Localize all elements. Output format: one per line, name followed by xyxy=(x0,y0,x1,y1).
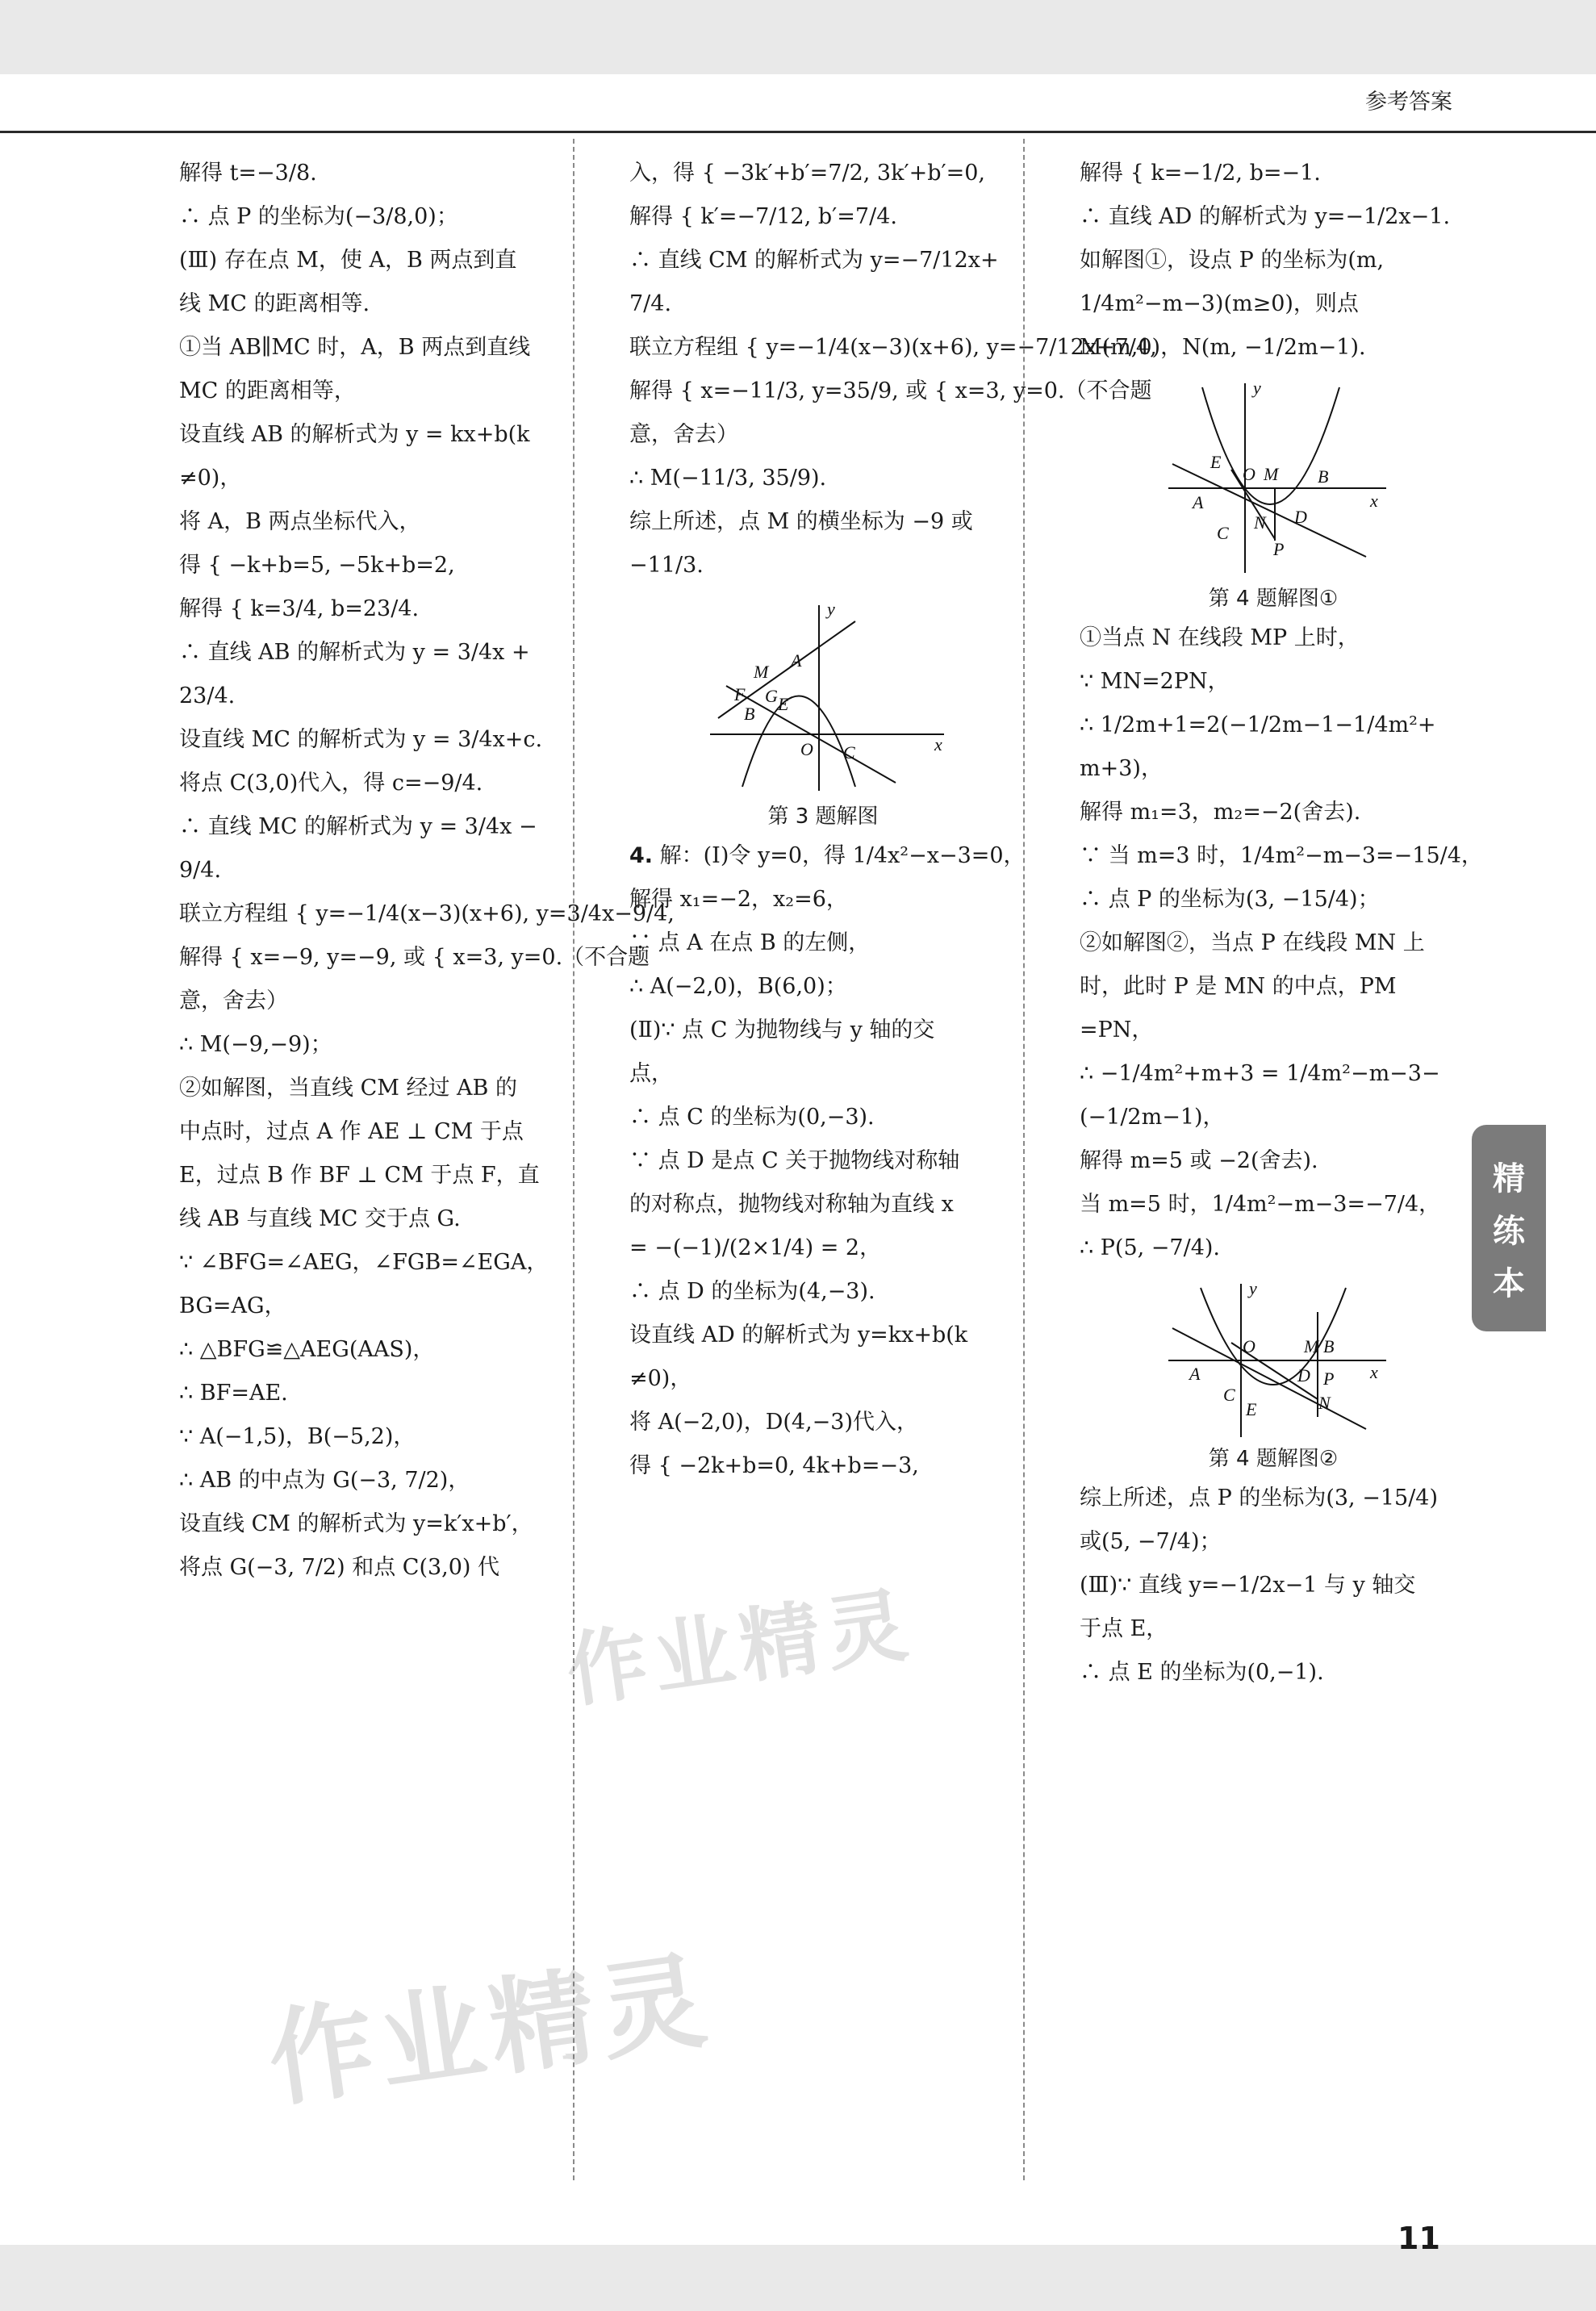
text-line: (−1/2m−1)， xyxy=(1080,1105,1225,1130)
side-tab-jinglianben xyxy=(1472,1125,1546,1331)
text-line: 解得 m=5 或 −2(舍去). xyxy=(1080,1148,1318,1173)
label-m: M xyxy=(1264,464,1279,484)
figure-4a-caption: 第 4 题解图① xyxy=(1208,587,1339,611)
figure-3-caption: 第 3 题解图 xyxy=(767,804,879,829)
text-line: ≠0)， xyxy=(629,1366,692,1391)
label-m: M xyxy=(1304,1336,1319,1356)
text-line: 解得 { k=−1/2, b=−1. xyxy=(1080,161,1321,186)
text-line: 意，舍去） xyxy=(629,422,738,447)
text-line: M(m,0)，N(m, −1/2m−1). xyxy=(1080,335,1366,360)
text-line: ∴ BF=AE. xyxy=(179,1381,288,1406)
middle-text-top xyxy=(629,152,1157,587)
text-line: ②如解图，当直线 CM 经过 AB 的 xyxy=(179,1076,517,1101)
label-b: B xyxy=(1318,466,1329,487)
text-line: ∴ M(−11/3, 35/9). xyxy=(629,466,827,491)
text-line: 综上所述，点 M 的横坐标为 −9 或 xyxy=(629,509,973,534)
label-y: y xyxy=(827,599,835,619)
figure-3 xyxy=(629,597,1017,834)
text-line: ∴ −1/4m²+m+3 = 1/4m²−m−3− xyxy=(1080,1061,1440,1086)
label-x: x xyxy=(934,734,942,754)
watermark-1: 作业精灵 xyxy=(561,1577,920,1720)
figure-4b xyxy=(1080,1280,1467,1477)
label-a: A xyxy=(1189,1364,1201,1384)
text-line: ①当 AB∥MC 时，A，B 两点到直线 xyxy=(179,335,531,360)
figure-3-diagram xyxy=(694,597,952,799)
label-e: E xyxy=(1210,452,1222,472)
text-line: ∴ AB 的中点为 G(−3, 7/2)， xyxy=(179,1468,470,1493)
text-line: (Ⅲ) 存在点 M，使 A，B 两点到直 xyxy=(179,248,517,273)
text-line: ∴ 1/2m+1=2(−1/2m−1−1/4m²+ xyxy=(1080,713,1436,738)
text-line: 时，此时 P 是 MN 的中点，PM xyxy=(1080,974,1397,999)
text-line: −11/3. xyxy=(629,553,704,578)
middle-text-bottom xyxy=(629,834,1026,1488)
label-d: D xyxy=(1297,1365,1310,1385)
label-b: B xyxy=(744,704,755,724)
label-o: O xyxy=(800,739,813,759)
right-text-middle xyxy=(1080,616,1483,1270)
text-line: 设直线 AD 的解析式为 y=kx+b(k xyxy=(629,1323,968,1348)
text-line: 解得 t=−3/8. xyxy=(179,161,317,186)
text-line: E，过点 B 作 BF ⊥ CM 于点 F，直 xyxy=(179,1163,540,1188)
text-line: 如解图①，设点 P 的坐标为(m, xyxy=(1080,248,1385,273)
text-line: ∵ A(−1,5)，B(−5,2)， xyxy=(179,1424,416,1449)
text-line-content: 解：(Ⅰ)令 y=0，得 1/4x²−x−3=0， xyxy=(659,843,1026,868)
text-line: 23/4. xyxy=(179,683,236,708)
label-p: P xyxy=(1323,1369,1335,1389)
text-line: 解得 m₁=3，m₂=−2(舍去). xyxy=(1080,800,1361,825)
label-n: N xyxy=(1318,1393,1331,1413)
text-line: 得 { −2k+b=0, 4k+b=−3, xyxy=(629,1453,919,1478)
watermark-2: 作业精灵 xyxy=(261,1938,720,2122)
text-line: 7/4. xyxy=(629,291,672,316)
text-line: ∵ 点 D 是点 C 关于抛物线对称轴 xyxy=(629,1148,960,1173)
text-line: ≠0)， xyxy=(179,466,242,491)
figure-4b-diagram xyxy=(1152,1280,1394,1441)
text-line: 于点 E， xyxy=(1080,1616,1168,1641)
text-line: =PN， xyxy=(1080,1018,1154,1043)
label-o: O xyxy=(1243,1336,1255,1356)
text-line: 意，舍去） xyxy=(179,988,288,1013)
label-c: C xyxy=(1223,1385,1235,1405)
answer-page xyxy=(0,74,1596,2256)
column-divider-1 xyxy=(573,139,574,2180)
figure-4b-caption: 第 4 题解图② xyxy=(1208,1447,1339,1471)
text-line: 联立方程组 { y=−1/4(x−3)(x+6), y=−7/12x+7/4, xyxy=(629,335,1157,360)
text-line: ∴ 直线 MC 的解析式为 y = 3/4x − xyxy=(179,814,537,839)
text-line: ∴ 点 C 的坐标为(0,−3). xyxy=(629,1105,875,1130)
label-f: F xyxy=(734,684,746,704)
right-text-bottom xyxy=(1080,1477,1467,1695)
text-line: 1/4m²−m−3)(m≥0)，则点 xyxy=(1080,291,1359,316)
right-column xyxy=(1080,152,1483,1695)
text-line: ∴ 直线 CM 的解析式为 y=−7/12x+ xyxy=(629,248,999,273)
right-text-top xyxy=(1080,152,1467,370)
label-a: A xyxy=(791,650,802,671)
text-line: 当 m=5 时，1/4m²−m−3=−7/4， xyxy=(1080,1192,1441,1217)
text-line: 将 A(−2,0)，D(4,−3)代入， xyxy=(629,1410,918,1435)
label-e: E xyxy=(778,694,789,714)
text-line: m+3)， xyxy=(1080,756,1163,781)
label-y: y xyxy=(1253,379,1261,398)
label-g: G xyxy=(765,686,778,706)
text-line: 设直线 AB 的解析式为 y = kx+b(k xyxy=(179,422,530,447)
text-line: 解得 { k=3/4, b=23/4. xyxy=(179,596,420,621)
text-line: ∴ 点 P 的坐标为(−3/8,0)； xyxy=(179,204,458,229)
label-b: B xyxy=(1323,1336,1335,1356)
text-line: MC 的距离相等， xyxy=(179,378,356,403)
text-line: ∵ ∠BFG=∠AEG，∠FGB=∠EGA， xyxy=(179,1250,549,1275)
label-m: M xyxy=(754,662,769,682)
label-o: O xyxy=(1243,464,1255,484)
text-line: 综上所述，点 P 的坐标为(3, −15/4) xyxy=(1080,1486,1438,1511)
text-line: 设直线 MC 的解析式为 y = 3/4x+c. xyxy=(179,727,543,752)
parabola-curve xyxy=(1202,387,1339,504)
label-e: E xyxy=(1246,1399,1257,1419)
text-line: ∴ 点 E 的坐标为(0,−1). xyxy=(1080,1660,1324,1685)
label-p: P xyxy=(1273,539,1285,559)
text-line: 或(5, −7/4)； xyxy=(1080,1529,1222,1554)
column-divider-2 xyxy=(1023,139,1025,2180)
label-x: x xyxy=(1370,491,1378,511)
line-ad xyxy=(1172,1328,1366,1429)
text-line: 解得 x₁=−2，x₂=6， xyxy=(629,887,848,912)
label-y: y xyxy=(1249,1280,1257,1298)
text-line: ②如解图②，当点 P 在线段 MN 上 xyxy=(1080,930,1425,955)
text-line: 9/4. xyxy=(179,858,222,883)
text-line: 得 { −k+b=5, −5k+b=2, xyxy=(179,553,455,578)
label-n: N xyxy=(1254,512,1266,533)
text-line: ∵ 当 m=3 时，1/4m²−m−3=−15/4， xyxy=(1080,843,1483,868)
text-line: = −(−1)/(2×1/4) = 2， xyxy=(629,1235,882,1260)
text-line: ∴ M(−9,−9)； xyxy=(179,1032,332,1057)
text-line: ∵ 点 A 在点 B 的左侧， xyxy=(629,930,871,955)
text-line: ∴ 直线 AD 的解析式为 y=−1/2x−1. xyxy=(1080,204,1451,229)
text-line: 联立方程组 { y=−1/4(x−3)(x+6), y=3/4x−9/4, xyxy=(179,901,675,926)
parabola-curve xyxy=(742,696,855,788)
label-c: C xyxy=(1217,523,1229,543)
text-line: 中点时，过点 A 作 AE ⊥ CM 于点 xyxy=(179,1119,524,1144)
text-line: 将点 G(−3, 7/2) 和点 C(3,0) 代 xyxy=(179,1555,500,1580)
header-title: 参考答案 xyxy=(1365,90,1452,115)
side-tab-char: 精 xyxy=(1493,1160,1525,1197)
text-line: 线 MC 的距离相等. xyxy=(179,291,370,316)
text-line: BG=AG， xyxy=(179,1293,286,1318)
text-line: 将 A，B 两点坐标代入， xyxy=(179,509,421,534)
text-line: ∴ △BFG≌△AEG(AAS)， xyxy=(179,1337,435,1362)
side-tab-char: 本 xyxy=(1493,1264,1525,1302)
text-line: (Ⅱ)∵ 点 C 为抛物线与 y 轴的交 xyxy=(629,1018,935,1043)
page-number: 11 xyxy=(1398,2221,1440,2256)
text-line: 入，得 { −3k′+b′=7/2, 3k′+b′=0, xyxy=(629,161,986,186)
label-a: A xyxy=(1193,492,1204,512)
label-c: C xyxy=(843,742,855,763)
text-line: 设直线 CM 的解析式为 y=k′x+b′， xyxy=(179,1511,533,1536)
text-line: ∴ 点 P 的坐标为(3, −15/4)； xyxy=(1080,887,1380,912)
figure-4a xyxy=(1080,379,1467,616)
text-line: ∴ 直线 AB 的解析式为 y = 3/4x + xyxy=(179,640,530,665)
text-line: 将点 C(3,0)代入，得 c=−9/4. xyxy=(179,771,483,796)
text-line: 的对称点，抛物线对称轴为直线 x xyxy=(629,1192,954,1217)
text-line: ∴ A(−2,0)，B(6,0)； xyxy=(629,974,847,999)
header-rule xyxy=(0,131,1596,133)
figure-4a-diagram xyxy=(1152,379,1394,581)
side-tab-char: 练 xyxy=(1493,1212,1525,1250)
problem-number: 4. xyxy=(629,843,654,868)
text-line: (Ⅲ)∵ 直线 y=−1/2x−1 与 y 轴交 xyxy=(1080,1573,1416,1598)
text-line: ∴ P(5, −7/4). xyxy=(1080,1235,1220,1260)
label-x: x xyxy=(1370,1362,1378,1382)
text-line: ∵ MN=2PN， xyxy=(1080,669,1230,694)
text-line: 解得 { x=−9, y=−9, 或 { x=3, y=0.（不合题 xyxy=(179,945,650,970)
text-line: ①当点 N 在线段 MP 上时， xyxy=(1080,625,1360,650)
text-line: 解得 { x=−11/3, y=35/9, 或 { x=3, y=0.（不合题 xyxy=(629,378,1152,403)
text-line: 线 AB 与直线 MC 交于点 G. xyxy=(179,1206,461,1231)
text-line: 解得 { k′=−7/12, b′=7/4. xyxy=(629,204,897,229)
label-d: D xyxy=(1294,507,1307,527)
text-line: ∴ 点 D 的坐标为(4,−3). xyxy=(629,1279,875,1304)
text-line: 点， xyxy=(629,1061,673,1086)
text-line xyxy=(629,834,1026,878)
